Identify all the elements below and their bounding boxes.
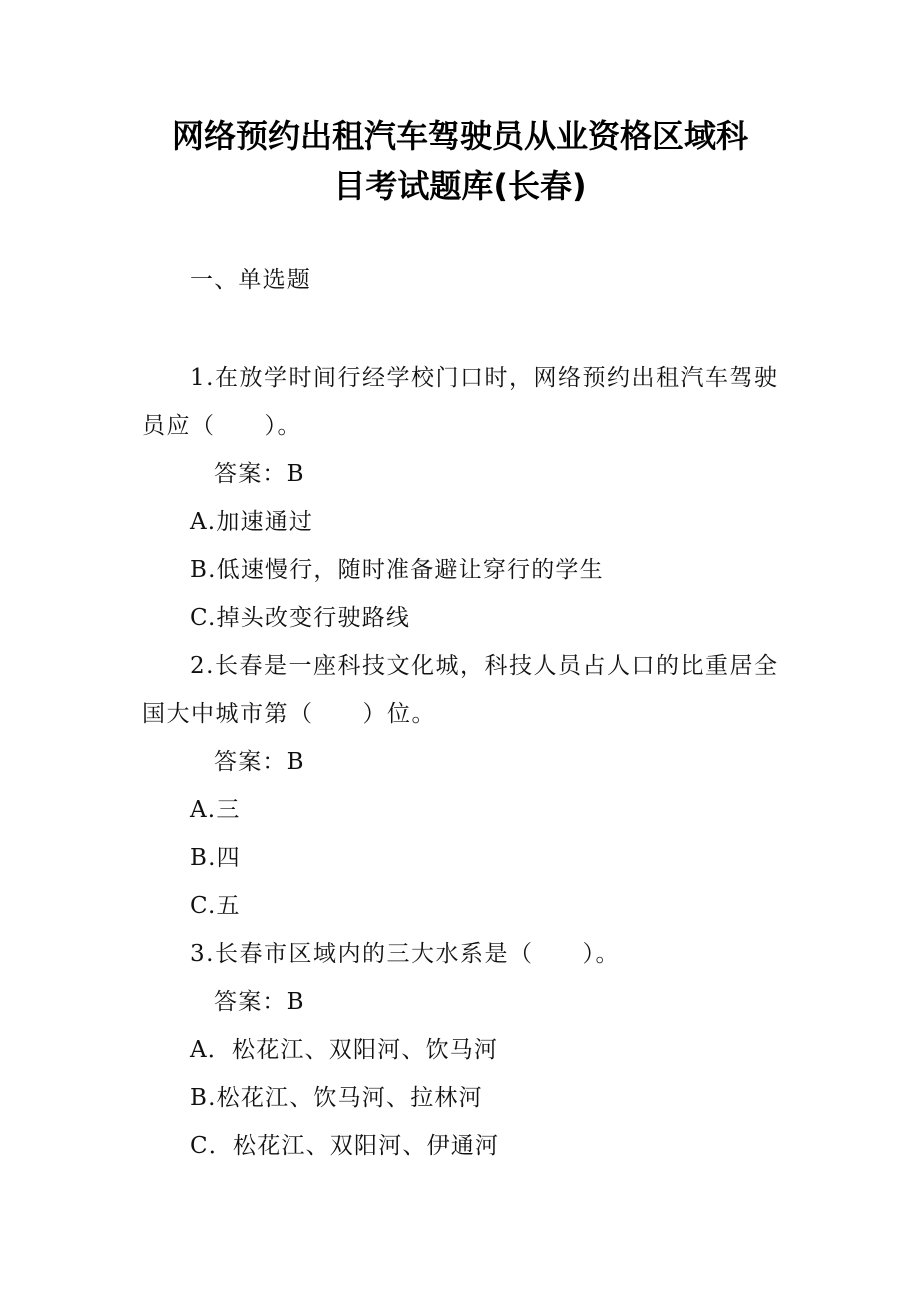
question-2-option-c: C.五 [190, 893, 241, 919]
question-3-text-line-1: 3.长春市区域内的三大水系是（ ）。 [190, 941, 620, 967]
question-2-option-b: B.四 [190, 845, 241, 871]
document-title-line-2: 目考试题库(长春) [333, 167, 587, 205]
question-1-option-b: B.低速慢行，随时准备避让穿行的学生 [190, 557, 604, 583]
question-1-answer: 答案：B [214, 461, 305, 487]
question-3-option-c: C．松花江、双阳河、伊通河 [190, 1133, 500, 1159]
question-1-text-line-2: 员应（ ）。 [142, 413, 302, 439]
question-2-text-line-2: 国大中城市第（ ）位。 [142, 701, 436, 727]
question-1-option-a: A.加速通过 [190, 509, 314, 535]
question-2-text-line-1: 2.长春是一座科技文化城，科技人员占人口的比重居全 [190, 653, 779, 679]
document-title-line-1: 网络预约出租汽车驾驶员从业资格区域科 [171, 117, 748, 155]
question-3-answer: 答案：B [214, 989, 305, 1015]
question-1-text-line-1: 1.在放学时间行经学校门口时，网络预约出租汽车驾驶 [190, 365, 779, 391]
question-1-option-c: C.掉头改变行驶路线 [190, 605, 411, 631]
question-3-option-b: B.松花江、饮马河、拉林河 [190, 1085, 483, 1111]
section-heading: 一、单选题 [190, 267, 311, 293]
question-2-option-a: A.三 [190, 797, 241, 823]
question-3-option-a: A．松花江、双阳河、饮马河 [190, 1037, 499, 1063]
question-2-answer: 答案：B [214, 749, 305, 775]
